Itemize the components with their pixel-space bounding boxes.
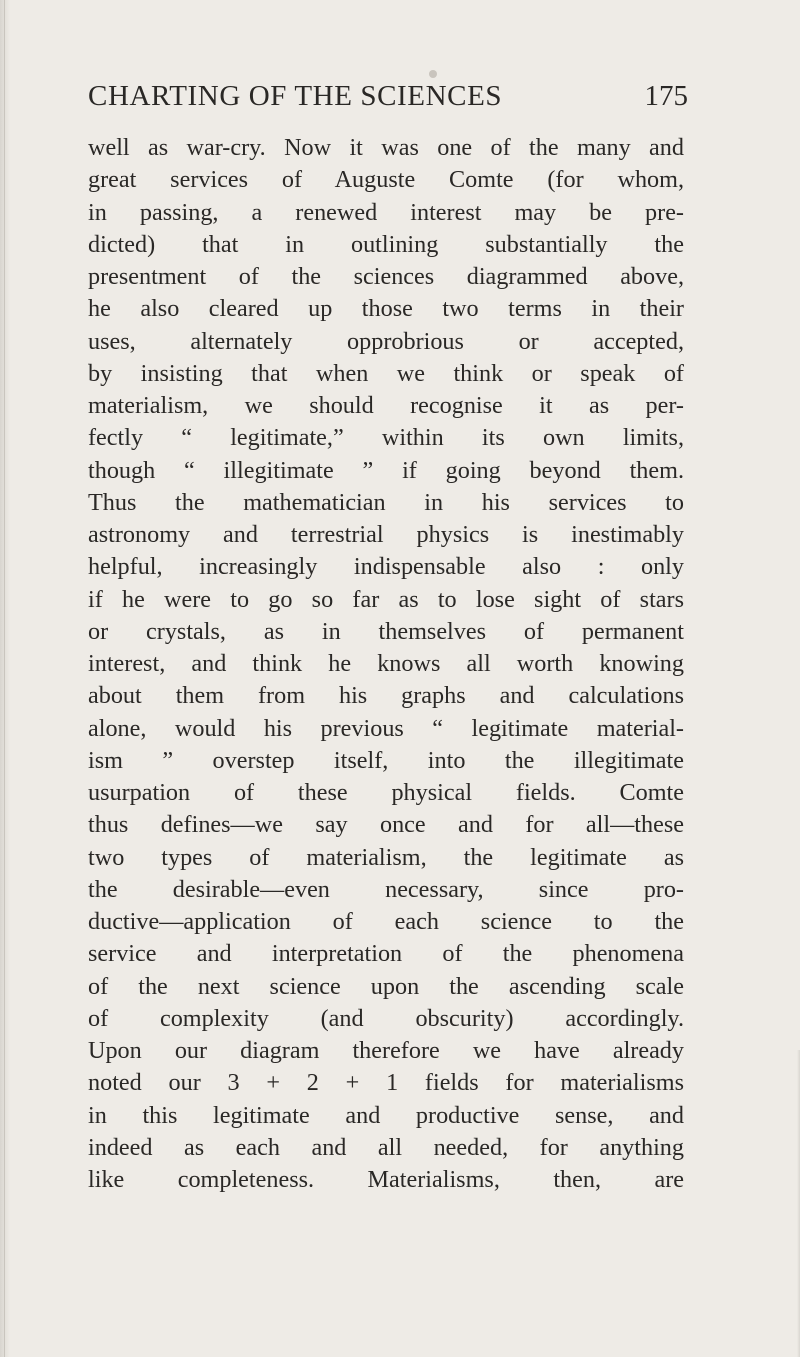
text-line: ism ” overstep itself, into the illegitimate <box>88 746 684 774</box>
text-line: the desirable—even necessary, since pro- <box>88 875 684 903</box>
text-line: indeed as each and all needed, for anything <box>88 1133 684 1161</box>
body-text <box>88 132 684 1196</box>
text-line: of complexity (and obscurity) accordingly. <box>88 1004 684 1032</box>
text-line: interest, and think he knows all worth knowing <box>88 650 684 677</box>
text-line: service and interpretation of the phenomena <box>88 940 684 968</box>
text-line: presentment of the sciences diagrammed above, <box>88 263 684 290</box>
text-line: uses, alternately opprobrious or accepted, <box>88 327 684 355</box>
text-line: of the next science upon the ascending scale <box>88 972 684 1000</box>
text-line: thus defines—we say once and for all—these <box>88 811 684 839</box>
text-line: great services of Auguste Comte (for whom, <box>88 166 684 194</box>
text-line: about them from his graphs and calculations <box>88 682 684 710</box>
page-edge-line <box>4 0 5 1357</box>
text-line: helpful, increasingly indispensable also : only <box>88 553 684 581</box>
text-line: in passing, a renewed interest may be pre- <box>88 198 684 226</box>
text-line: Upon our diagram therefore we have already <box>88 1037 684 1064</box>
ink-dot <box>429 70 437 78</box>
text-line: fectly “ legitimate,” within its own limits, <box>88 424 684 452</box>
text-line: well as war-cry. Now it was one of the many and <box>88 134 684 161</box>
running-header <box>88 70 688 132</box>
text-line: two types of materialism, the legitimate as <box>88 843 684 871</box>
text-line: though “ illegitimate ” if going beyond them. <box>88 456 684 484</box>
text-line: noted our 3 + 2 + 1 fields for materialisms <box>88 1069 684 1097</box>
text-line: astronomy and terrestrial physics is inestimably <box>88 521 684 548</box>
text-line: if he were to go so far as to lose sight of stars <box>88 585 684 613</box>
text-line: in this legitimate and productive sense, and <box>88 1101 684 1129</box>
running-title: CHARTING OF THE SCIENCES <box>88 80 503 112</box>
page-number: 175 <box>644 80 688 112</box>
book-page <box>88 70 688 1196</box>
text-line: like completeness. Materialisms, then, are <box>88 1166 684 1193</box>
text-line: he also cleared up those two terms in their <box>88 295 684 323</box>
text-line: materialism, we should recognise it as per- <box>88 392 684 419</box>
text-line: dicted) that in outlining substantially the <box>88 230 684 258</box>
page-edge-shadow <box>0 0 10 1357</box>
text-line: by insisting that when we think or speak of <box>88 359 684 387</box>
text-line: usurpation of these physical fields. Comte <box>88 779 684 806</box>
text-line: ductive—application of each science to the <box>88 908 684 935</box>
text-line: alone, would his previous “ legitimate material- <box>88 714 684 742</box>
text-line: or crystals, as in themselves of permanent <box>88 617 684 645</box>
text-line: Thus the mathematician in his services to <box>88 488 684 516</box>
